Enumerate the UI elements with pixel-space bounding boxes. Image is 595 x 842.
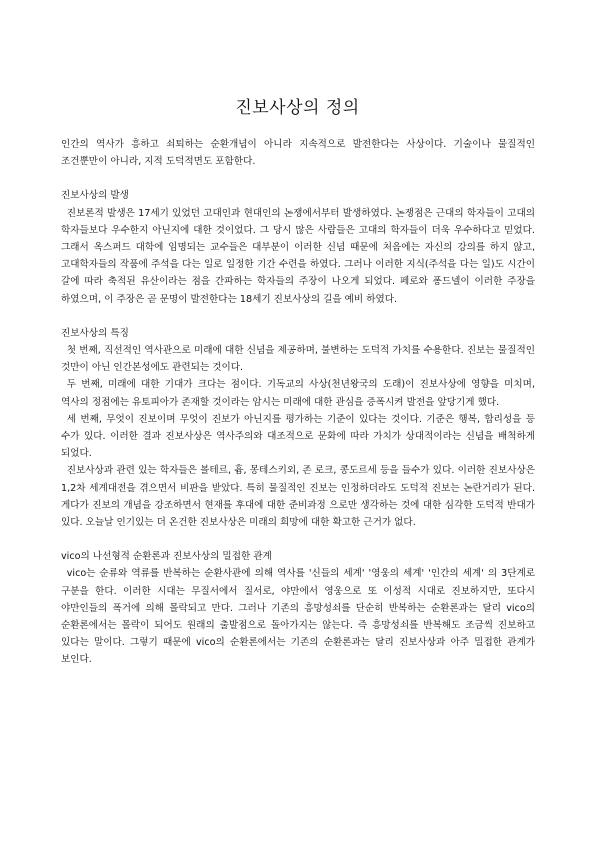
document-body [61,136,535,686]
section-vico [61,548,535,668]
section-paragraph: 진보사상과 관련 있는 학자들은 볼테르, 흄, 몽테스키외, 존 로크, 콩도르세 등을 들수가 있다. 이러한 진보사상은 1,2차 세계대전을 겪으면서 비판을 받았다. 특히 물질적인 진보는 인정하더라도 도덕적 진보는 논란거리가 된다. 게다가 진보의 개념을 강조하면서 현재를 후대에 대한 준비과정 으로만 생각하는 것에 대한 심각한 도덕적 반대가 있다. 오늘날 인기있는 더 온건한 진보사상은 미래의 희망에 대한 확고한 근거가 없다. [61,465,535,529]
section-paragraph: 첫 번째, 직선적인 역사관으로 미래에 대한 신념을 제공하며, 불변하는 도덕적 가치를 수용한다. 진보는 물질적인 것만이 아닌 인간본성에도 관련되는 것이다. [61,345,535,374]
section-paragraph: 두 번째, 미래에 대한 기대가 크다는 점이다. 기독교의 사상(천년왕국의 도래)이 진보사상에 영향을 미치며, 역사의 정점에는 유토피아가 존재할 것이라는 암시는 미래에 대한 관심을 증폭시켜 발전을 앞당기게 했다. [61,379,535,408]
page-title: 진보사상의 정의 [235,98,360,118]
section-heading: 진보사상의 특징 [61,327,129,339]
section-paragraph: 세 번째, 무엇이 진보이며 무엇이 진보가 아닌지를 평가하는 기준이 있다는 것이다. 기준은 행복, 합리성을 등 수가 있다. 이러한 결과 진보사상은 역사주의와 대조적으로 문화에 따라 가치가 상대적이라는 신념을 배척하게 되었다. [61,413,535,460]
section-features [61,325,535,531]
section-heading: 진보사상의 발생 [61,190,129,202]
section-heading: vico의 나선형적 순환론과 진보사상의 밀접한 관계 [61,551,272,563]
section-paragraph: 진보론적 발생은 17세기 있었던 고대인과 현대인의 논쟁에서부터 발생하였다. 논쟁점은 근대의 학자들이 고대의 학자들보다 우수한지 아닌지에 대한 것이었다. 그 당시 많은 사람들은 고대의 학자들이 더욱 우수하다고 믿었다. 그래서 옥스퍼드 대학에 임명되는 교수들은 대부분이 이러한 신념 때문에 처음에는 자신의 강의를 하지 않고, 고대학자들의 작품에 주석을 다는 일로 일정한 기간 수련을 하였다. 그러나 이러한 지식(주석을 다는 일)도 시간이 갈에 따라 축적된 유산이라는 점을 간파하는 학자들의 주장이 나오게 되었다. 페로와 퐁드넬이 이러한 주장을 하였으며, 이 주장은 곧 문명이 발전한다는 18세기 진보사상의 길을 예비 하였다. [61,207,535,305]
intro-paragraph: 인간의 역사가 흥하고 쇠퇴하는 순환개념이 아니라 지속적으로 발전한다는 사상이다. 기술이나 물질적인 조건뿐만이 아니라, 지적 도덕적면도 포함한다. [61,139,535,168]
section-origin [61,187,535,307]
section-paragraph: vico는 순류와 역류를 반복하는 순환사관에 의해 역사를 '신들의 세계' '영웅의 세계' '인간의 세계' 의 3단계로 구분을 한다. 이러한 시대는 무질서에서 질서로, 야만에서 영웅으로 또 이성적 시대로 진보하지만, 또다시 야만인들의 폭거에 의해 몰락되고 만다. 그러나 기존의 흥망성쇠를 단순히 반복하는 순환론과는 달리 vico의 순환론에서는 몰락이 되어도 원래의 출발점으로 돌아가지는 않는다. 즉 흥망성쇠를 반복해도 조금씩 진보하고 있다는 말이다. 그렇기 때문에 vico의 순환론에서는 기존의 순환론과는 달리 진보사상과 아주 밀접한 관계가 보인다. [61,568,535,666]
